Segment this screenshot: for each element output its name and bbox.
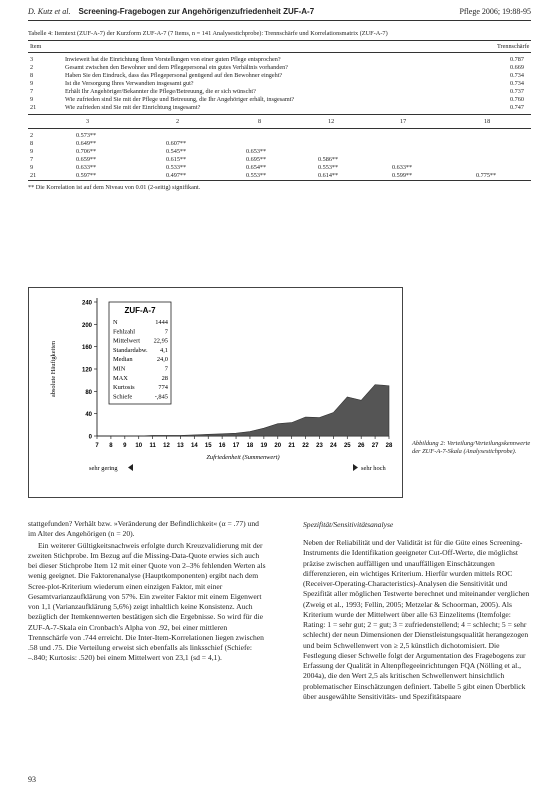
matrix-cell: 0.633** [76, 164, 97, 171]
table-rule [28, 114, 531, 115]
matrix-cell: 0.659** [76, 156, 97, 163]
running-header [28, 7, 531, 16]
matrix-header: 12 [328, 118, 335, 125]
matrix-row-label: 8 [30, 140, 34, 147]
matrix-cell: 0.649** [76, 140, 97, 147]
matrix-cell: 0.775** [476, 172, 497, 179]
matrix-cell: 0.695** [246, 156, 267, 163]
x-axis-label: Zufriedenheit (Summenwert) [206, 454, 280, 461]
table-col-ts: Trennschärfe [497, 43, 530, 50]
matrix-cell: 0.573** [76, 132, 97, 139]
chart-frame [28, 287, 403, 498]
matrix-header: 3 [86, 118, 90, 125]
section-heading: Spezifität/Sensitivitätsanalyse [303, 520, 394, 529]
paragraph: stattgefunden? Verhält bzw. »Veränderung der Befindlichkeit« (α = .77) und im Alter des Angehörigen (n = 20). [28, 519, 259, 539]
x-tick-label: 16 [218, 443, 226, 449]
right-column [303, 538, 531, 703]
stats-value: -,845 [154, 393, 168, 401]
x-tick-label: 28 [385, 443, 393, 449]
y-tick-label: 160 [81, 345, 92, 352]
table-rule [28, 128, 531, 129]
arrow-right-icon [353, 464, 358, 471]
distribution-chart [29, 288, 402, 497]
header-author: D. Kutz et al. [28, 7, 71, 16]
y-tick-label: 200 [81, 322, 92, 329]
stats-value: 7 [164, 328, 168, 336]
paragraph: Neben der Reliabilität und der Validität ist für die Güte eines Screening-Instruments die Identifikation geeigneter Cut-Off-Werte, die möglichst präzise zwischen auffälligen und unauffälligen Einschätzungen differenzieren, ein wichtiges Kriterium. Hierfür wurden mittels ROC (Receiver-Operating-Characteristics)-Analysen die Sensitivität und Spezifität aller möglichen Testwerte berechnet und miteinander verglichen (Zweig et al., 1993; Fellin, 2005; Metzelar & Schoorman, 2005). Als Kriterium wurde der Mittelwert über alle 63 Einzelitems (Itemfolge: Rating: 1 = sehr gut; 2 = gut; 3 = zufriedenstellend; 4 = schlecht; 5 = sehr schlecht) der neun Dimensionen der Dienstleistungsqualität herangezogen und beim Schwellenwert von ≥ 2,5 künstlich dichotomisiert. Die Festlegung dieser Schwelle folgt der Argumentation des Fragebogens zur Erfassung der Qualität in Altenpflegeeinrichtungen FQA (Nölling et al., 2004a), die den Wert 2,5 als kritischen Schwellenwert hinsichtlich problematischer Einschätzungen definiert. Tabelle 5 gibt einen Überblick über ausgewählte Sensitivitäts- und Spezifitätspaare [303, 538, 530, 701]
matrix-row-label: 9 [30, 164, 34, 171]
table-footnote: ** Die Korrelation ist auf dem Niveau von 0.01 (2-seitig) signifikant. [28, 184, 201, 191]
stats-label: Mittelwert [113, 337, 140, 345]
matrix-row-label: 7 [30, 156, 34, 163]
stats-label: Median [113, 356, 133, 364]
matrix-header: 18 [484, 118, 491, 125]
stats-value: 28 [161, 374, 168, 382]
table-rule [28, 40, 531, 41]
matrix-cell: 0.614** [318, 172, 339, 179]
matrix-cell: 0.653** [246, 148, 267, 155]
paragraph: Ein weiterer Gültigkeitsnachweis erfolgte durch Kreuzvalidierung mit der zweiten Stichprobe. Im Bezug auf die Missing-Data-Quote erwies sich auch bei dieser Stichprobe Item 12 mit einer Quote von 2–3% fehlenden Werten als wenig geeignet. Die Faktorenanalyse (Hauptkomponenten) ergibt nach dem Scree-plot-Kriterium wiederum einen einzigen Faktor, mit einer Gesamtvarianzaufklärung von 57%. Ein zweiter Faktor mit einem Eigenwert von 1,1 (Varianzaufklärung 5,6%) zeigt inhaltlich keine Konsistenz. Auch bezüglich der Itemkennwerten bestätigen sich die Ergebnisse. So wird für die ZUF-A-7-Skala ein Cronbach's Alpha von .92, bei einer mittleren Trennschärfe von .744 erreicht. Die Inter-Item-Korrelationen liegen zwischen .58 und .75. Die Verteilung erweist sich ebenfalls als linksschief (Schiefe: –.840; Kurtosis: .520) bei einem Mittelwert von 23,1 (sd = 4,1). [28, 540, 266, 663]
page-number: 93 [28, 775, 36, 784]
matrix-cell: 0.633** [392, 164, 413, 171]
matrix-cell: 0.586** [318, 156, 339, 163]
y-tick-label: 0 [88, 434, 92, 441]
stats-value: 24,0 [156, 356, 168, 364]
matrix-header: 17 [400, 118, 407, 125]
x-tick-label: 21 [288, 443, 296, 449]
matrix-cell: 0.497** [166, 172, 187, 179]
matrix-row-label: 2 [30, 132, 34, 139]
y-tick-label: 120 [81, 367, 92, 374]
stats-label: Standardabw. [113, 346, 148, 354]
x-tick-label: 14 [190, 443, 198, 449]
x-tick-label: 17 [232, 443, 240, 449]
arrow-left-label: sehr gering [89, 465, 118, 472]
table-rule [28, 52, 531, 53]
x-tick-label: 12 [163, 443, 170, 449]
x-tick-label: 10 [135, 443, 143, 449]
x-tick-label: 18 [246, 443, 254, 449]
x-tick-label: 9 [123, 443, 127, 449]
y-tick-label: 240 [81, 300, 92, 307]
x-tick-label: 23 [316, 443, 323, 449]
matrix-cell: 0.654** [246, 164, 267, 171]
stats-value: 1444 [155, 319, 168, 326]
stats-label: MAX [113, 374, 128, 382]
x-tick-label: 26 [357, 443, 365, 449]
chart-title: ZUF-A-7 [124, 306, 156, 315]
stats-label: MIN [113, 365, 126, 373]
stats-label: N [113, 319, 118, 326]
x-tick-label: 7 [95, 443, 99, 449]
matrix-cell: 0.553** [318, 164, 339, 171]
header-journal: Pflege 2006; 19:88-95 [459, 7, 531, 16]
x-tick-label: 8 [109, 443, 113, 449]
arrow-left-icon [128, 464, 133, 471]
y-tick-label: 80 [85, 389, 92, 396]
matrix-cell: 0.706** [76, 148, 97, 155]
y-axis-label: absolute Häufigkeiten [50, 340, 57, 398]
matrix-cell: 0.615** [166, 156, 187, 163]
table-caption: Tabelle 4: Itemtext (ZUF-A-7) der Kurzform ZUF-A-7 (7 Items, n = 141 Analysestichprobe): Trennschärfe und Korrelationsmatrix (ZUF-A-7) [28, 30, 388, 37]
matrix-header: 8 [258, 118, 262, 125]
stats-value: 4,1 [160, 346, 168, 354]
header-title: Screening-Fragebogen zur Angehörigenzufriedenheit ZUF-A-7 [78, 7, 315, 16]
x-tick-label: 25 [343, 443, 351, 449]
x-tick-label: 19 [260, 443, 268, 449]
x-tick-label: 27 [371, 443, 379, 449]
table-col-item: Item [30, 43, 42, 50]
matrix-cell: 0.597** [76, 172, 97, 179]
arrow-right-label: sehr hoch [361, 465, 386, 472]
stats-value: 22,95 [153, 337, 168, 345]
x-tick-label: 11 [149, 443, 156, 449]
left-column [28, 519, 266, 665]
y-tick-label: 40 [85, 412, 92, 419]
table-rule [28, 180, 531, 181]
matrix-header: 2 [176, 118, 180, 125]
stats-value: 7 [164, 365, 168, 373]
stats-label: Kurtosis [113, 384, 135, 392]
x-tick-label: 22 [302, 443, 309, 449]
x-tick-label: 15 [204, 443, 212, 449]
matrix-cell: 0.553** [246, 172, 267, 179]
figure-caption: Abbildung 2: Verteilung/Verteilungskennwerte der ZUF-A-7-Skala (Analysestichprobe). [412, 440, 531, 456]
matrix-cell: 0.533** [166, 164, 187, 171]
x-tick-label: 13 [177, 443, 184, 449]
x-tick-label: 24 [330, 443, 337, 449]
stats-label: Schiefe [113, 393, 133, 401]
stats-value: 774 [158, 384, 168, 392]
matrix-cell: 0.607** [166, 140, 187, 147]
stats-label: Fehlzahl [113, 328, 136, 336]
matrix-cell: 0.545** [166, 148, 187, 155]
x-tick-label: 20 [274, 443, 282, 449]
matrix-cell: 0.599** [392, 172, 413, 179]
matrix-row-label: 9 [30, 148, 34, 155]
matrix-row-label: 21 [30, 172, 37, 179]
header-rule [28, 20, 531, 21]
